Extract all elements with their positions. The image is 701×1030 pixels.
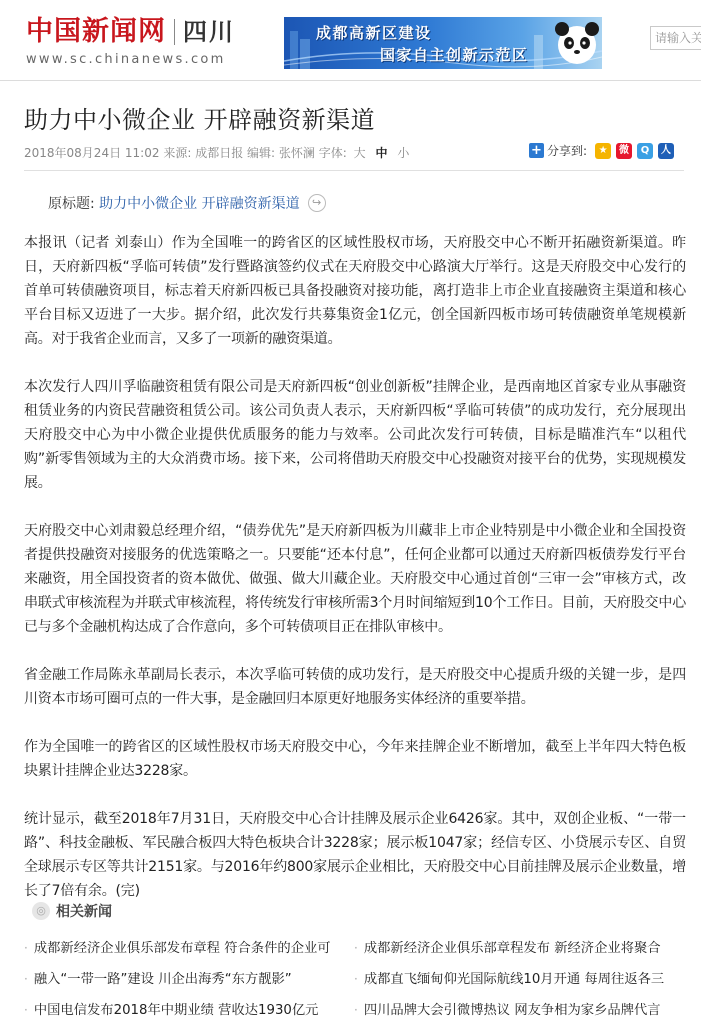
share-label: 分享到: xyxy=(547,144,588,158)
related-news-icon: ◎ xyxy=(32,902,50,920)
related-news-item xyxy=(354,964,686,995)
bullet-icon: · xyxy=(354,941,358,955)
related-news-section xyxy=(24,893,686,1030)
source-name: 成都日报 xyxy=(195,146,244,160)
article-paragraph: 省金融工作局陈永革副局长表示，本次孚临可转债的成功发行，是天府股交中心提质升级的关键一步，是四川资本市场可圈可点的一件大事，是金融回归本原更好地服务实体经济的重要举措。 xyxy=(24,667,686,707)
related-news-link[interactable]: 中国电信发布2018年中期业绩 营收达1930亿元 xyxy=(33,1003,319,1018)
related-news-item xyxy=(24,995,354,1026)
search-box[interactable] xyxy=(650,26,701,50)
logo-main-text: 中国新闻网 xyxy=(26,16,166,47)
related-news-item xyxy=(354,933,686,964)
source-label: 来源: xyxy=(163,146,192,160)
bullet-icon: · xyxy=(354,972,358,986)
related-news-link[interactable]: 成都直飞缅甸仰光国际航线10月开通 每周往返各三 xyxy=(363,972,665,987)
original-title-link[interactable]: 助力中小微企业 开辟融资新渠道 xyxy=(99,196,300,212)
related-news-list xyxy=(24,933,686,1026)
site-url: www.sc.chinanews.com xyxy=(26,52,226,67)
panda-icon xyxy=(554,19,600,67)
site-header xyxy=(0,0,701,81)
original-title-label: 原标题: xyxy=(48,196,95,212)
renren-icon[interactable]: 人 xyxy=(658,143,674,159)
qzone-icon[interactable]: ★ xyxy=(595,143,611,159)
article-title: 助力中小微企业 开辟融资新渠道 xyxy=(24,106,376,134)
header-banner-ad[interactable] xyxy=(284,17,602,69)
title-divider xyxy=(24,170,684,171)
site-logo[interactable] xyxy=(26,17,235,47)
editor-name: 张怀澜 xyxy=(278,146,315,160)
publish-datetime: 2018年08月24日 11:02 xyxy=(24,146,160,160)
article-paragraph: 作为全国唯一的跨省区的区域性股权市场天府股交中心，今年来挂牌企业不断增加，截至上半年四大特色板块累计挂牌企业达3228家。 xyxy=(24,739,686,779)
bullet-icon: · xyxy=(24,972,28,986)
banner-line1: 成都高新区建设 xyxy=(316,24,432,42)
font-size-large-button[interactable]: 大 xyxy=(353,146,366,160)
related-news-header xyxy=(24,893,686,929)
logo-separator xyxy=(174,19,175,45)
bullet-icon: · xyxy=(354,1003,358,1017)
original-title-row xyxy=(48,193,326,213)
related-news-item xyxy=(24,933,354,964)
font-size-small-button[interactable]: 小 xyxy=(397,146,410,160)
share-plus-icon[interactable]: + xyxy=(529,143,544,158)
related-news-title: 相关新闻 xyxy=(56,904,112,920)
qq-icon[interactable]: Q xyxy=(637,143,653,159)
related-news-link[interactable]: 四川品牌大会引微博热议 网友争相为家乡品牌代言 xyxy=(363,1003,661,1018)
editor-label: 编辑: xyxy=(247,146,276,160)
logo-region-text: 四川 xyxy=(183,18,235,46)
weibo-icon[interactable]: 微 xyxy=(616,143,632,159)
article-paragraph: 本报讯（记者 刘泰山）作为全国唯一的跨省区的区域性股权市场，天府股交中心不断开拓融资新渠道。昨日，天府新四板“孚临可转债”发行暨路演签约仪式在天府股交中心路演大厅举行。这是天府股交中心发行的首单可转债融资项目，标志着天府新四板已具备投融资对接功能，离打造非上市企业直接融资主渠道和核心平台目标又迈进了一大步。据介绍，此次发行共募集资金1亿元，创全国新四板市场可转债融资单笔规模新高。对于我省企业而言，又多了一项新的融资渠道。 xyxy=(24,235,686,347)
article-meta xyxy=(24,144,412,161)
font-size-label: 字体: xyxy=(318,146,347,160)
share-arrow-icon[interactable]: ↪ xyxy=(308,194,326,212)
search-input[interactable] xyxy=(651,27,701,49)
related-news-item xyxy=(354,995,686,1026)
font-size-medium-button[interactable]: 中 xyxy=(375,146,388,160)
bullet-icon: · xyxy=(24,941,28,955)
bullet-icon: · xyxy=(24,1003,28,1017)
related-news-item xyxy=(24,964,354,995)
related-news-link[interactable]: 成都新经济企业俱乐部章程发布 新经济企业将聚合 xyxy=(363,941,661,956)
article-paragraph: 统计显示，截至2018年7月31日，天府股交中心合计挂牌及展示企业6426家。其中，双创企业板、“一带一路”、科技金融板、军民融合板四大特色板块合计3228家；展示板1047家；经信专区、小贷展示专区、自贸全球展示专区等共计2151家。与2016年约800家展示企业相比，天府股交中心目前挂牌及展示企业数量，增长了7倍有余。(完) xyxy=(24,811,686,899)
related-news-link[interactable]: 融入“一带一路”建设 川企出海秀“东方靓影” xyxy=(33,972,292,987)
article-paragraph: 天府股交中心刘肃毅总经理介绍，“债券优先”是天府新四板为川藏非上市企业特别是中小微企业和全国投资者提供投融资对接服务的优选策略之一。只要能“还本付息”，任何企业都可以通过天府新四板债券发行平台来融资，用全国投资者的资本做优、做强、做大川藏企业。天府股交中心通过首创“三审一会”审核方式，改串联式审核流程为并联式审核流程，将传统发行审核所需3个月时间缩短到10个工作日。目前，天府股交中心已与多个金融机构达成了合作意向，多个可转债项目正在排队审核中。 xyxy=(24,523,686,635)
share-bar xyxy=(529,142,679,159)
related-news-link[interactable]: 成都新经济企业俱乐部发布章程 符合条件的企业可 xyxy=(33,941,331,956)
article-body xyxy=(24,231,686,927)
banner-line2: 国家自主创新示范区 xyxy=(380,46,529,64)
article-paragraph: 本次发行人四川孚临融资租赁有限公司是天府新四板“创业创新板”挂牌企业，是西南地区首家专业从事融资租赁业务的内资民营融资租赁公司。该公司负责人表示，天府新四板“孚临可转债”的成功发行，充分展现出天府股交中心为中小微企业提供优质服务的能力与效率。公司此次发行可转债，目标是瞄准汽车“以租代购”新零售领域为主的大众消费市场。接下来，公司将借助天府股交中心投融资对接平台的优势，实现规模发展。 xyxy=(24,379,686,491)
